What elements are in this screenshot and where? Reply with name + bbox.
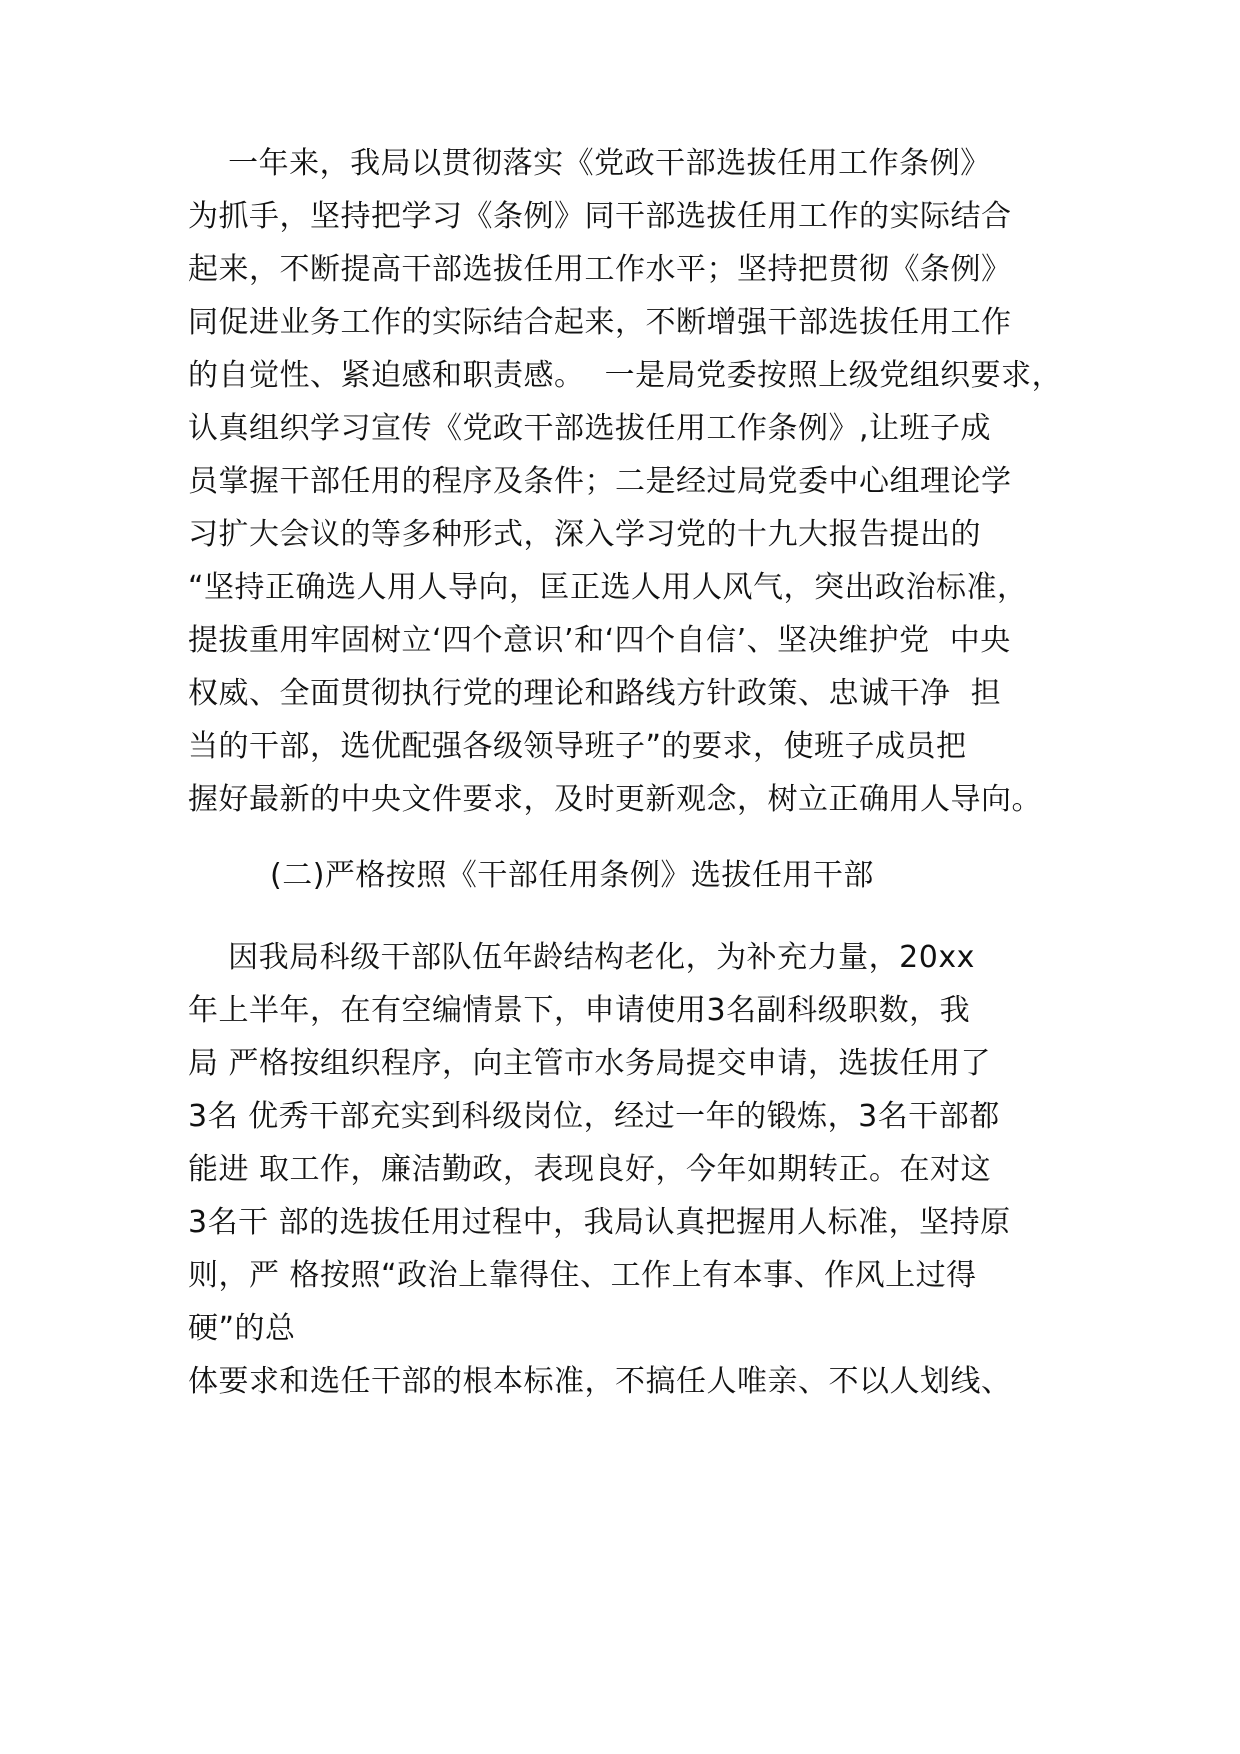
paragraph-1-line-11: 权威、全面贯彻执行党的理论和路线方针政策、忠诚干净 担 [188,676,1002,711]
paragraph-1-line-10: 提拔重用牢固树立‘四个意识’和‘四个自信’、坚决维护党 中央 [188,623,1011,658]
paragraph-2-line-9: 体要求和选任干部的根本标准，不搞任人唯亲、不以人划线、 [188,1364,1012,1399]
paragraph-1-line-1: 一年来，我局以贯彻落实《党政干部选拔任用工作条例》 [188,146,991,181]
paragraph-2-line-8: 硬”的总 [188,1311,296,1346]
paragraph-2-line-2: 年上半年，在有空编情景下，申请使用3名副科级职数，我 [188,993,971,1028]
paragraph-2-line-6: 3名干 部的选拔任用过程中，我局认真把握用人标准，坚持原 [188,1205,1011,1240]
paragraph-1-line-12: 当的干部，选优配强各级领导班子”的要求，使班子成员把 [188,729,967,764]
paragraph-1-line-2: 为抓手，坚持把学习《条例》同干部选拔任用工作的实际结合 [188,199,1012,234]
paragraph-1-line-13: 握好最新的中央文件要求，及时更新观念，树立正确用人导向。 [188,782,1042,817]
paragraph-1-line-7: 员掌握干部任用的程序及条件；二是经过局党委中心组理论学 [188,464,1012,499]
paragraph-1-line-6: 认真组织学习宣传《党政干部选拔任用工作条例》,让班子成 [188,411,992,446]
paragraph-2-line-7: 则，严 格按照“政治上靠得住、工作上有本事、作风上过得 [188,1258,977,1293]
paragraph-2-line-5: 能进 取工作，廉洁勤政，表现良好，今年如期转正。在对这 [188,1152,992,1187]
section-heading: (二)严格按照《干部任用条例》选拔任用干部 [270,858,874,893]
paragraph-1-line-8: 习扩大会议的等多种形式，深入学习党的十九大报告提出的 [188,517,981,552]
paragraph-1-line-9: “坚持正确选人用人导向，匡正选人用人风气，突出政治标准， [188,570,1028,605]
paragraph-1-line-3: 起来，不断提高干部选拔任用工作水平；坚持把贯彻《条例》 [188,252,1012,287]
paragraph-2-line-3: 局 严格按组织程序，向主管市水务局提交申请，选拔任用了 [188,1046,992,1081]
paragraph-1-line-5: 的自觉性、紧迫感和职责感。 一是局党委按照上级党组织要求， [188,358,1063,393]
paragraph-1-line-4: 同促进业务工作的实际结合起来，不断增强干部选拔任用工作 [188,305,1012,340]
paragraph-2-line-1: 因我局科级干部队伍年龄结构老化，为补充力量，20xx [188,940,975,975]
paragraph-2-line-4: 3名 优秀干部充实到科级岗位，经过一年的锻炼，3名干部都 [188,1099,1000,1134]
